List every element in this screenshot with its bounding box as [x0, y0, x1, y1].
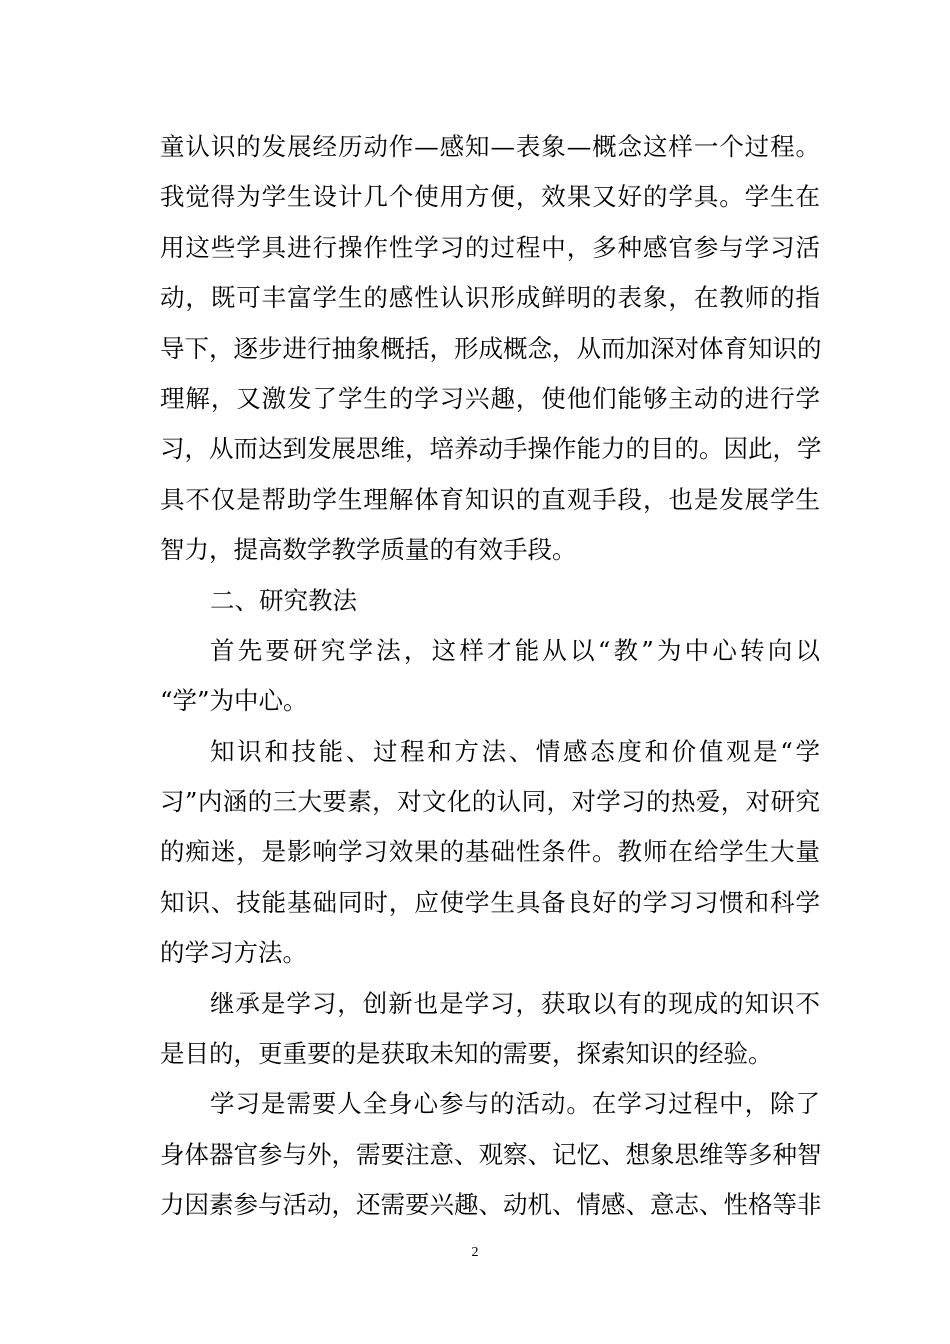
text-line: 理解，又激发了学生的学习兴趣，使他们能够主动的进行学 [160, 383, 820, 413]
text-line: 具不仅是帮助学生理解体育知识的直观手段，也是发展学生 [160, 484, 820, 514]
text-line: 习”内涵的三大要素，对文化的认同，对学习的热爱，对研究 [160, 787, 820, 817]
page-number: 2 [471, 1245, 479, 1260]
text-line: 知识和技能、过程和方法、情感态度和价值观是“学 [210, 736, 820, 766]
text-line: 是目的，更重要的是获取未知的需要，探索知识的经验。 [160, 1039, 773, 1069]
text-line: 首先要研究学法，这样才能从以“教”为中心转向以 [210, 635, 820, 665]
text-line: 的学习方法。 [160, 938, 307, 968]
section-heading: 二、研究教法 [210, 585, 357, 615]
text-line: 的痴迷，是影响学习效果的基础性条件。教师在给学生大量 [160, 837, 820, 867]
text-line: 童认识的发展经历动作—感知—表象—概念这样一个过程。 [160, 132, 820, 161]
text-line: 导下，逐步进行抽象概括，形成概念，从而加深对体育知识的 [160, 333, 822, 363]
text-line: 智力，提高数学教学质量的有效手段。 [160, 535, 577, 565]
text-line: 用这些学具进行操作性学习的过程中，多种感官参与学习活 [160, 232, 820, 262]
text-line: 知识、技能基础同时，应使学生具备良好的学习习惯和科学 [160, 887, 820, 917]
text-line: 继承是学习，创新也是学习，获取以有的现成的知识不 [210, 988, 820, 1018]
text-line: 学习是需要人全身心参与的活动。在学习过程中，除了 [210, 1089, 820, 1119]
text-line: 动，既可丰富学生的感性认识形成鲜明的表象，在教师的指 [160, 283, 820, 313]
text-line: “学”为中心。 [160, 686, 308, 716]
text-line: 身体器官参与外，需要注意、观察、记忆、想象思维等多种智 [160, 1139, 822, 1169]
text-line: 习，从而达到发展思维，培养动手操作能力的目的。因此，学 [160, 434, 822, 464]
text-line: 我觉得为学生设计几个使用方便，效果又好的学具。学生在 [160, 182, 820, 212]
text-line: 力因素参与活动，还需要兴趣、动机、情感、意志、性格等非 [160, 1190, 822, 1220]
document-body [160, 122, 820, 1231]
